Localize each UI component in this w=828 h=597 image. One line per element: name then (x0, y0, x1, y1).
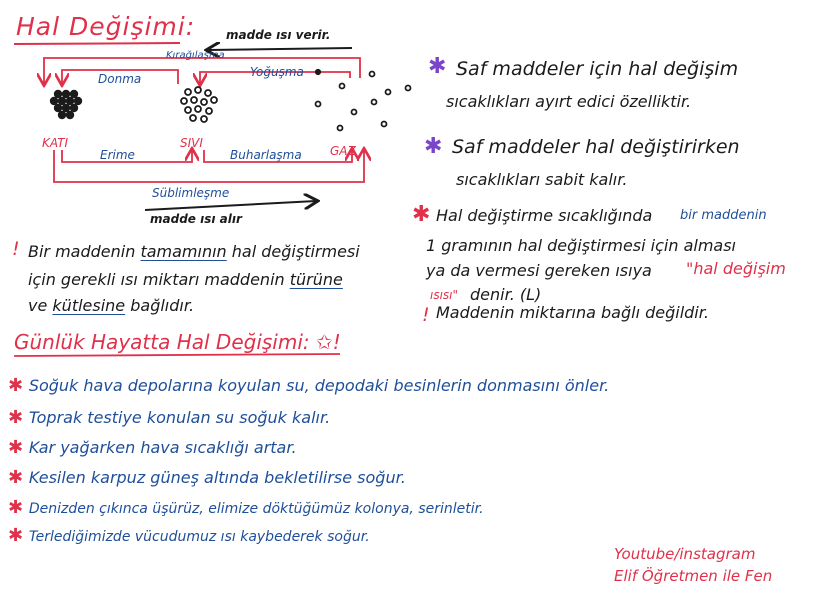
signature-line1: Youtube/instagram (614, 545, 756, 563)
daily-item-text: Kar yağarken hava sıcaklığı artar. (28, 438, 297, 457)
deposition-arrow (44, 58, 360, 84)
note2-line1: Saf maddeler hal değiştirirken (452, 136, 740, 158)
condensation-label: Yoğuşma (250, 65, 304, 79)
gas-label: GAZ (330, 144, 356, 158)
note3-line4b: denir. (L) (470, 285, 542, 304)
signature-line2: Elif Öğretmen ile Fen (614, 567, 773, 585)
note3-line3a: ya da vermesi gereken ısıya (426, 261, 652, 280)
daily-heading-text: Günlük Hayatta Hal Değişimi: (14, 330, 310, 354)
note3-line1a: Hal değiştirme sıcaklığında (436, 206, 653, 225)
evaporation-label: Buharlaşma (230, 148, 302, 162)
daily-item (8, 467, 406, 488)
sublimation-label: Süblimleşme (152, 186, 230, 200)
daily-heading-underline (14, 354, 340, 356)
note1-line1: Saf maddeler için hal değişim (456, 58, 739, 80)
left-note-line3b: kütlesine (52, 296, 126, 315)
left-note-line3a: ve (28, 296, 48, 315)
liquid-particles (181, 87, 217, 122)
note-star-3: ✱ (412, 202, 431, 227)
daily-item-star-icon: ✱ (8, 375, 29, 396)
freezing-label: Donma (98, 72, 142, 86)
daily-item-text: Denizden çıkınca üşürüz, elimize döktüğümüz kolonya, serinletir. (28, 501, 484, 517)
note3-line2: 1 gramının hal değiştirmesi için alması (426, 236, 736, 255)
note3-line1b: bir maddenin (680, 208, 767, 223)
page-title: Hal Değişimi: (16, 12, 196, 41)
left-note-w1: Bir maddenin (28, 242, 136, 261)
gas-particles (316, 70, 411, 131)
daily-item (8, 375, 609, 396)
note4: Maddenin miktarına bağlı değildir. (436, 303, 709, 322)
left-note-line1 (28, 242, 360, 261)
daily-item-star-icon: ✱ (8, 467, 29, 488)
daily-item-star-icon: ✱ (8, 407, 29, 428)
note-exclaim: ! (422, 304, 430, 326)
left-note-line2 (28, 270, 343, 289)
left-note-w3: hal değiştirmesi (231, 242, 360, 261)
daily-item (8, 407, 330, 428)
melting-label: Erime (100, 148, 135, 162)
daily-item-star-icon: ✱ (8, 497, 29, 518)
note3-line3b: "hal değişim (686, 259, 786, 278)
daily-item-star-icon: ✱ (8, 525, 29, 546)
left-note-line2b: türüne (289, 270, 343, 289)
solid-label: KATI (42, 136, 69, 150)
daily-item-text: Soğuk hava depolarına koyulan su, depodaki besinlerin donmasını önler. (28, 376, 610, 395)
daily-item-text: Kesilen karpuz güneş altında bekletilirse soğur. (28, 468, 406, 487)
note3-line4a: ısısı" (430, 288, 459, 302)
heat-absorb-label: madde ısı alır (150, 212, 242, 226)
note-star-1: ✱ (428, 54, 447, 79)
daily-item-text: Terlediğimizde vücudumuz ısı kaybederek soğur. (28, 529, 370, 545)
daily-heading-star: ✩! (315, 330, 341, 354)
note-star-2: ✱ (424, 134, 443, 159)
daily-item (8, 525, 370, 546)
daily-heading (14, 330, 341, 354)
deposition-label: Kırağılaşma (166, 50, 225, 61)
heat-release-label: madde ısı verir. (226, 28, 331, 42)
note2-line2: sıcaklıkları sabit kalır. (456, 170, 628, 189)
title-underline (14, 43, 180, 44)
left-note-exclaim: ! (12, 238, 20, 260)
left-note-line3 (28, 296, 194, 315)
left-note-line3c: bağlıdır. (130, 296, 195, 315)
liquid-label: SIVI (180, 136, 203, 150)
left-note-w2: tamamının (140, 242, 227, 261)
solid-particles (50, 90, 82, 119)
note1-line2: sıcaklıkları ayırt edici özelliktir. (446, 92, 692, 111)
daily-item-text: Toprak testiye konulan su soğuk kalır. (28, 408, 331, 427)
daily-item (8, 497, 484, 518)
daily-item-star-icon: ✱ (8, 437, 29, 458)
heat-absorb-arrow (145, 201, 316, 210)
heat-release-arrow (208, 48, 352, 50)
daily-item (8, 437, 297, 458)
left-note-line2a: için gerekli ısı miktarı maddenin (28, 270, 285, 289)
